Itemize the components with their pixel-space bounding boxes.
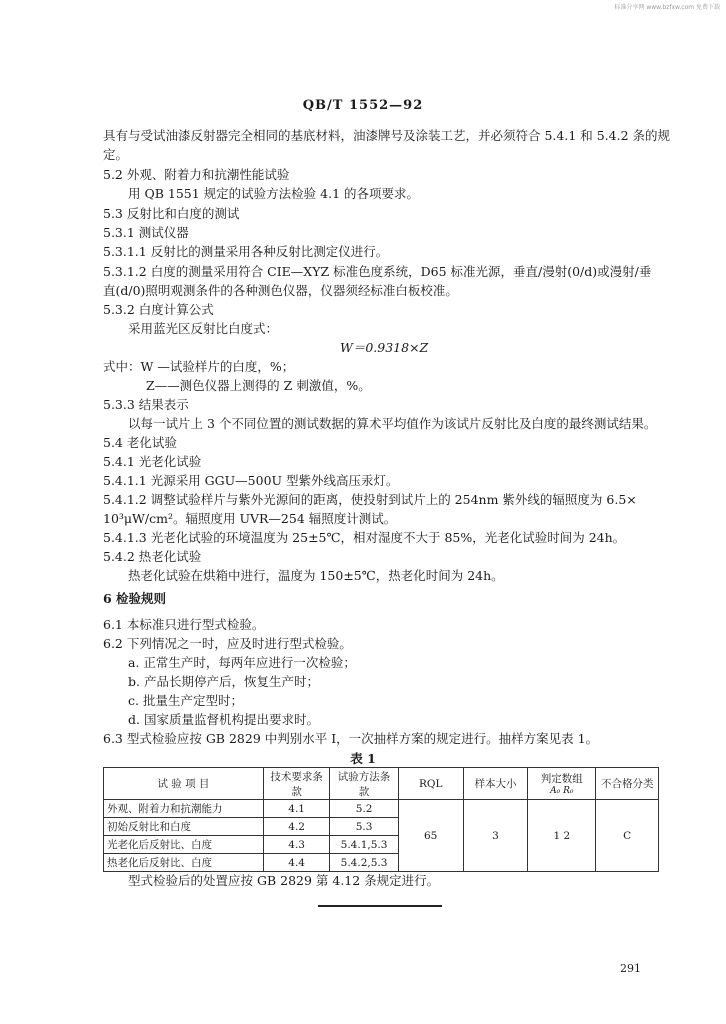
cell-sample: 3	[463, 800, 527, 872]
paragraph-line: 6.2 下列情况之一时，应及时进行型式检验。	[103, 636, 352, 651]
section-heading: 5.4 老化试验	[103, 435, 177, 450]
paragraph-line: 5.4.1.3 光老化试验的环境温度为 25±5℃，相对湿度不大于 85%，光老化试验时间为 24h。	[103, 530, 626, 545]
cell-item: 热老化后反射比、白度	[104, 854, 264, 872]
paragraph-line: 5.3.1.1 反射比的测量采用各种反射比测定仪进行。	[103, 244, 389, 259]
formula: W＝0.9318×Z	[340, 340, 429, 355]
cell-rql: 65	[398, 800, 463, 872]
cell-method: 5.4.2,5.3	[330, 854, 398, 872]
paragraph-line: 定。	[103, 147, 129, 162]
end-rule	[318, 905, 442, 907]
cell-tech: 4.2	[263, 818, 330, 836]
page-header: QB/T 1552—92	[302, 98, 424, 113]
paragraph-line: 10³μW/cm²。辐照度用 UVR—254 辐照度计测试。	[103, 511, 397, 526]
table-caption: 表 1	[350, 751, 376, 766]
cell-item: 光老化后反射比、白度	[104, 836, 264, 854]
paragraph-line: 以每一试片上 3 个不同位置的测试数据的算术平均值作为该试片反射比及白度的最终测试结果。	[128, 416, 657, 431]
cell-method: 5.3	[330, 818, 398, 836]
paragraph-line: 直(d/0)照明观测条件的各种测色仪器，仪器须经标准白板校准。	[103, 283, 458, 298]
cell-tech: 4.3	[263, 836, 330, 854]
table-header-row	[104, 768, 659, 800]
after-table-text: 型式检验后的处置应按 GB 2829 第 4.12 条规定进行。	[128, 873, 440, 888]
chapter-heading: 6 检验规则	[103, 591, 167, 606]
section-heading: 5.2 外观、附着力和抗潮性能试验	[103, 167, 290, 182]
header-rql: RQL	[398, 768, 463, 800]
header-judge	[528, 768, 596, 800]
list-item: b. 产品长期停产后，恢复生产时；	[128, 674, 319, 689]
cell-method: 5.2	[330, 800, 398, 818]
paragraph-line: 5.4.1.1 光源采用 GGU—500U 型紫外线高压汞灯。	[103, 473, 399, 488]
paragraph-line: 热老化试验在烘箱中进行，温度为 150±5℃，热老化时间为 24h。	[128, 568, 504, 583]
header-judge-label: 判定数组	[540, 773, 583, 785]
header-class: 不合格分类	[596, 768, 659, 800]
cell-method: 5.4.1,5.3	[330, 836, 398, 854]
cell-tech: 4.1	[263, 800, 330, 818]
inspection-table	[103, 767, 659, 872]
header-method: 试验方法条款	[330, 768, 398, 800]
list-item: a. 正常生产时，每两年应进行一次检验；	[128, 655, 356, 670]
paragraph-line: 5.4.1.2 调整试验样片与紫外光源间的距离，使投射到试片上的 254nm 紫外线的辐照度为 6.5×	[103, 492, 637, 507]
cell-class: C	[596, 800, 659, 872]
section-heading: 5.3.2 白度计算公式	[103, 302, 214, 317]
paragraph-line: 具有与受试油漆反射器完全相同的基底材料，油漆牌号及涂装工艺，并必须符合 5.4.1 和 5.4.2 条的规	[103, 128, 671, 143]
paragraph-line: 用 QB 1551 规定的试验方法检验 4.1 的各项要求。	[128, 186, 419, 201]
paragraph-line: 5.3.1.2 白度的测量采用符合 CIE—XYZ 标准色度系统，D65 标准光源，垂直/漫射(0/d)或漫射/垂	[103, 264, 652, 279]
section-heading: 5.3.3 结果表示	[103, 397, 189, 412]
section-heading: 5.4.1 光老化试验	[103, 454, 202, 469]
watermark: 标准分享网 www.bzfxw.com 免费下载	[614, 4, 720, 11]
formula-legend: 式中：W —试验样片的白度，%；	[103, 359, 295, 374]
header-sample: 样本大小	[463, 768, 527, 800]
section-heading: 5.4.2 热老化试验	[103, 549, 202, 564]
cell-tech: 4.4	[263, 854, 330, 872]
cell-judge: 1 2	[528, 800, 596, 872]
header-item: 试 验 项 目	[104, 768, 264, 800]
list-item: d. 国家质量监督机构提出要求时。	[128, 712, 319, 727]
header-tech: 技术要求条款	[263, 768, 330, 800]
paragraph-line: 6.3 型式检验应按 GB 2829 中判别水平 Ⅰ，一次抽样方案的规定进行。抽样方案见表 1。	[103, 731, 599, 746]
table-row	[104, 800, 659, 818]
cell-item: 外观、附着力和抗潮能力	[104, 800, 264, 818]
header-judge-sub: A₀ R₀	[550, 786, 574, 796]
cell-item: 初始反射比和白度	[104, 818, 264, 836]
paragraph-line: 采用蓝光区反射比白度式：	[128, 321, 279, 336]
section-heading: 5.3.1 测试仪器	[103, 225, 189, 240]
formula-legend: Z——测色仪器上测得的 Z 刺激值，%。	[146, 378, 371, 393]
list-item: c. 批量生产定型时；	[128, 693, 243, 708]
section-heading: 5.3 反射比和白度的测试	[103, 206, 240, 221]
paragraph-line: 6.1 本标准只进行型式检验。	[103, 617, 265, 632]
page-number: 291	[620, 962, 641, 975]
